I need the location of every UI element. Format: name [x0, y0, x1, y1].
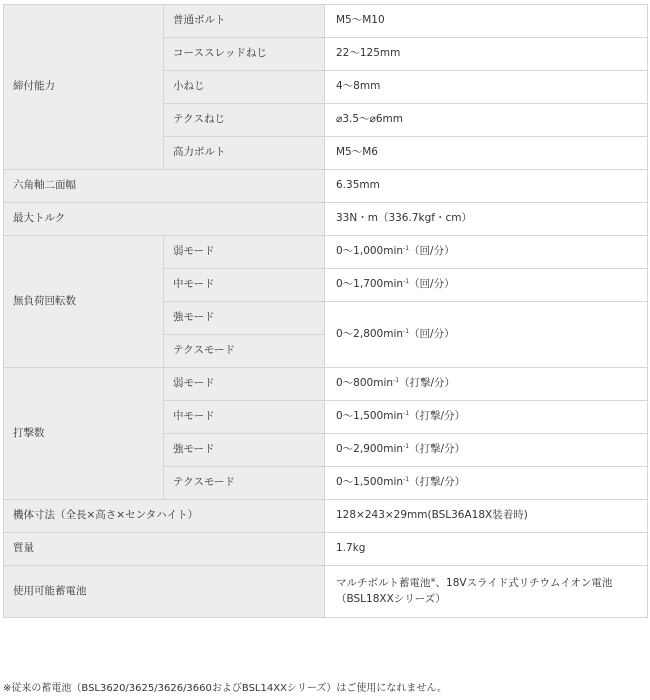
battery-value-line2: （BSL18XXシリーズ） [336, 592, 446, 605]
speed-mode-label: 中モード [164, 269, 325, 302]
fastening-item-value: 22～125mm [325, 38, 648, 71]
impact-mode-value: $0\sim 800\min^{-1}$（打撃/分） [325, 368, 648, 401]
fastening-item-label: 普通ボルト [164, 5, 325, 38]
max-torque-value: 33N・m（336.7kgf・cm） [325, 203, 648, 236]
impact-mode-label: 弱モード [164, 368, 325, 401]
fastening-label: 締付能力 [4, 5, 164, 170]
fastening-item-value: 4～8mm [325, 71, 648, 104]
impact-mode-label: 中モード [164, 401, 325, 434]
impact-mode-value: $0\sim 1,500\min^{-1}$（打撃/分） [325, 467, 648, 500]
fastening-item-value: M5～M10 [325, 5, 648, 38]
table-row [4, 533, 648, 566]
spec-table [3, 4, 648, 618]
impact-mode-value: $0\sim 2,900\min^{-1}$（打撃/分） [325, 434, 648, 467]
speed-mode-label: 弱モード [164, 236, 325, 269]
battery-value-line1: マルチボルト蓄電池※、18Vスライド式リチウムイオン電池 [336, 577, 613, 590]
fastening-item-label: コーススレッドねじ [164, 38, 325, 71]
speed-mode-label: 強モード [164, 302, 325, 335]
impact-mode-value: $0\sim 1,500\min^{-1}$（打撃/分） [325, 401, 648, 434]
table-row [4, 5, 648, 38]
note-mark: ※ [430, 577, 436, 585]
fastening-item-value: ⌀3.5～⌀6mm [325, 104, 648, 137]
impact-mode-label: 強モード [164, 434, 325, 467]
speed-mode-label: テクスモード [164, 335, 325, 368]
no-load-speed-label: 無負荷回転数 [4, 236, 164, 368]
hex-shank-value: 6.35mm [325, 170, 648, 203]
dimensions-value: 128×243×29mm(BSL36A18X装着時) [325, 500, 648, 533]
fastening-item-label: 小ねじ [164, 71, 325, 104]
table-row [4, 170, 648, 203]
battery-value [325, 566, 648, 618]
weight-value: 1.7kg [325, 533, 648, 566]
table-row [4, 236, 648, 269]
impact-rate-label: 打撃数 [4, 368, 164, 500]
table-row [4, 203, 648, 236]
table-row [4, 368, 648, 401]
fastening-item-label: 高力ボルト [164, 137, 325, 170]
speed-mode-value: $0\sim 1,000\min^{-1}$（回/分） [325, 236, 648, 269]
table-row [4, 566, 648, 618]
dimensions-label: 機体寸法（全長×高さ×センタハイト） [4, 500, 325, 533]
speed-mode-value: $0\sim 2,800\min^{-1}$（回/分） [325, 302, 648, 368]
fastening-item-value: M5～M6 [325, 137, 648, 170]
hex-shank-label: 六角軸二面幅 [4, 170, 325, 203]
speed-mode-value: $0\sim 1,700\min^{-1}$（回/分） [325, 269, 648, 302]
fastening-item-label: テクスねじ [164, 104, 325, 137]
impact-mode-label: テクスモード [164, 467, 325, 500]
battery-label: 使用可能蓄電池 [4, 566, 325, 618]
weight-label: 質量 [4, 533, 325, 566]
max-torque-label: 最大トルク [4, 203, 325, 236]
table-row [4, 500, 648, 533]
footnote: ※従来の蓄電池（BSL3620/3625/3626/3660およびBSL14XXシリーズ）はご使用になれません。 [3, 683, 448, 694]
